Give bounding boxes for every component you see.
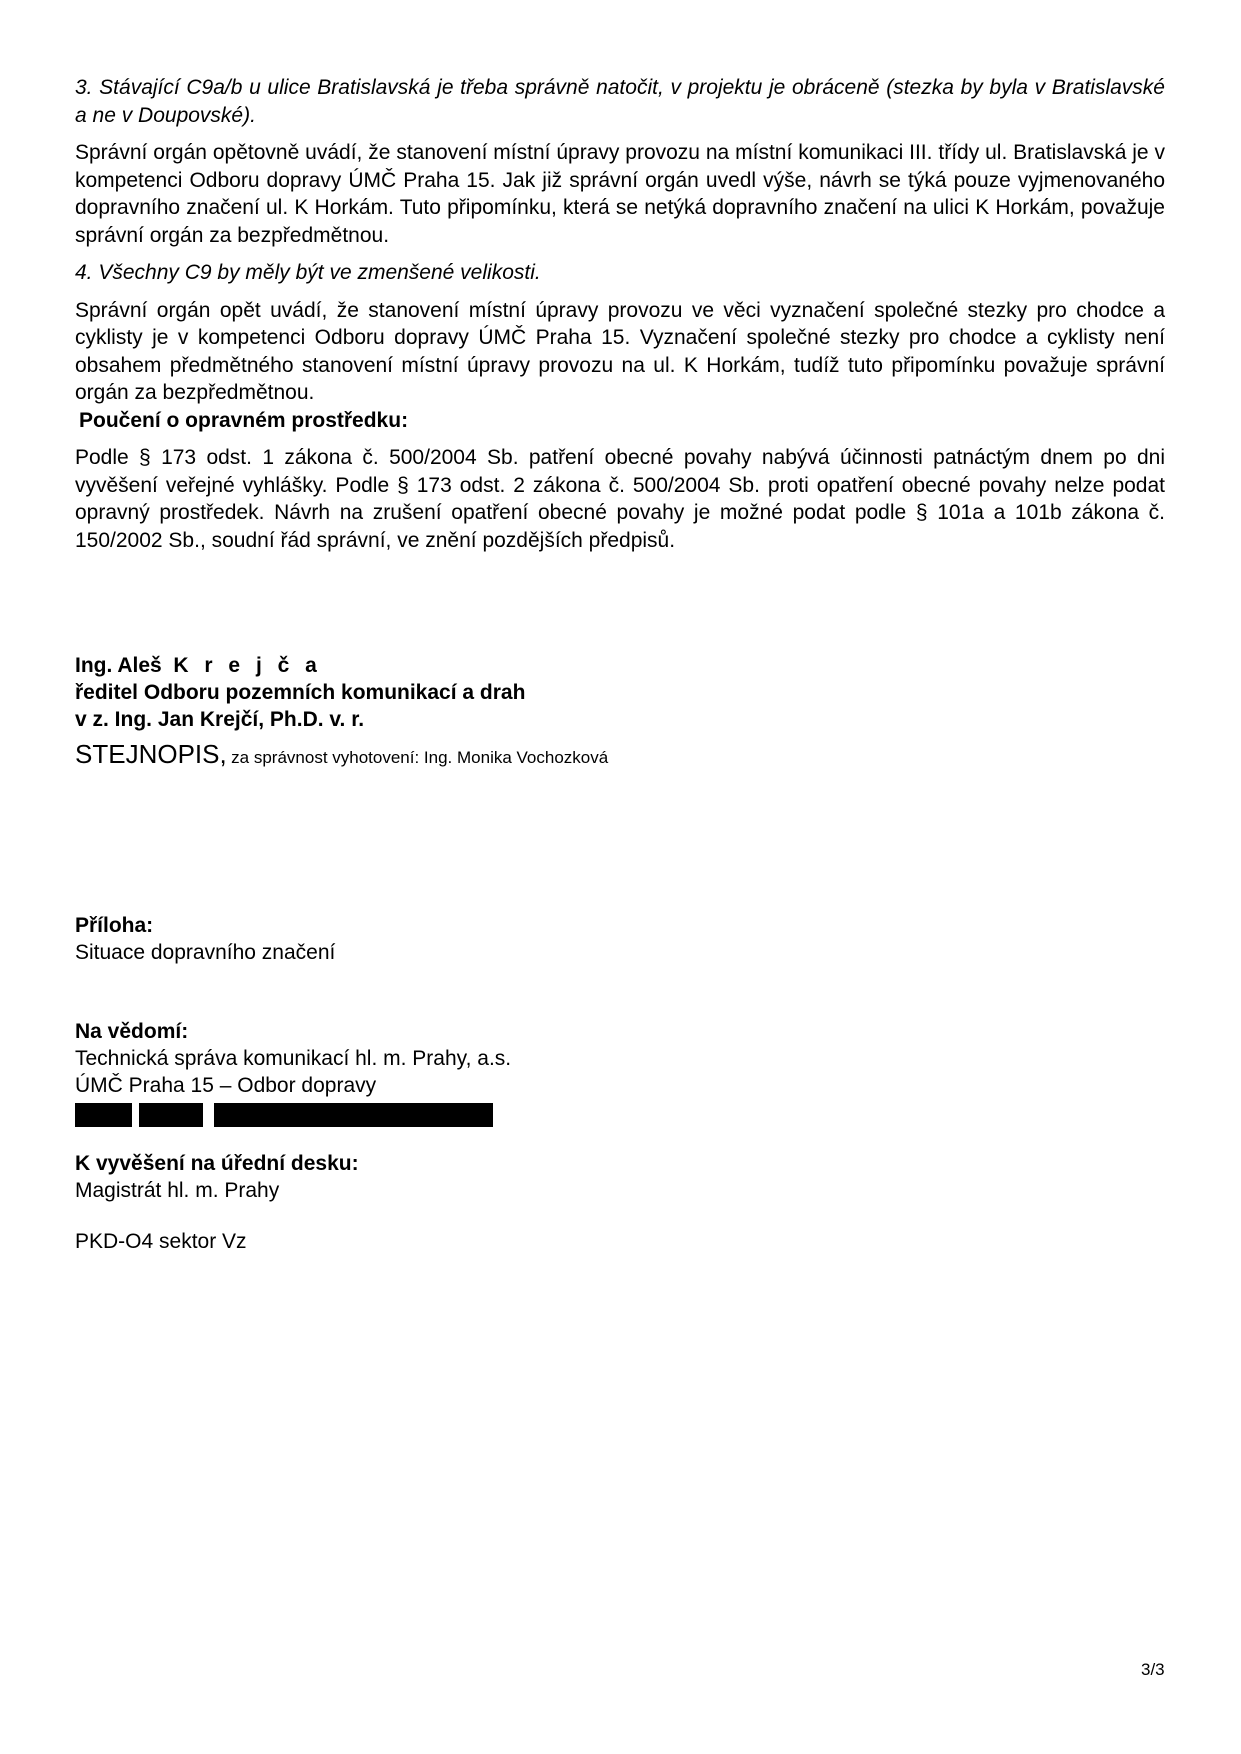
document-body <box>75 74 1165 554</box>
posting-section <box>75 1150 975 1204</box>
point4-heading: 4. Všechny C9 by měly být ve zmenšené velikosti. <box>75 261 541 284</box>
signatory-position: ředitel Odboru pozemních komunikací a drah <box>75 681 526 704</box>
signatory-substitute: v z. Ing. Jan Krejčí, Ph.D. v. r. <box>75 708 365 731</box>
point4-response: Správní orgán opět uvádí, že stanovení místní úpravy provozu ve věci vyznačení společné stezky pro chodce a cyklisty je v kompetenci Odboru dopravy ÚMČ Praha 15. Vyznačení společné stezky pro chodce a cyklisty není obsahem předmětného stanovení místní úpravy provozu na ul. K Horkám, tudíž tuto připomínku považuje správní orgán za bezpředmětnou. <box>75 298 1165 404</box>
copy-label: STEJNOPIS, <box>75 739 227 769</box>
remedy-text: Podle § 173 odst. 1 zákona č. 500/2004 Sb. patření obecné povahy nabývá účinnosti patnáctým dnem po dni vyvěšení veřejné vyhlášky. Podle § 173 odst. 2 zákona č. 500/2004 Sb. proti opatření obecné povahy nelze podat opravný prostředek. Návrh na zrušení opatření obecné povahy je možné podat podle § 101a a 101b zákona č. 150/2002 Sb., soudní řád správní, ve znění pozdějších předpisů. <box>75 446 1165 552</box>
redaction-bar <box>214 1103 493 1127</box>
point3-response: Správní orgán opětovně uvádí, že stanovení místní úpravy provozu na místní komunikaci III. třídy ul. Bratislavská je v kompetenci Odboru dopravy ÚMČ Praha 15. Jak již správní orgán uvedl výše, návrh se týká pouze vyjmenovaného dopravního značení ul. K Horkám. Tuto připomínku, která se netýká dopravního značení na ulici K Horkám, považuje správní orgán za bezpředmětnou. <box>75 141 1165 247</box>
signatory-name-prefix: Ing. Aleš <box>75 654 162 677</box>
copy-certification <box>75 739 975 770</box>
page-number: 3/3 <box>1141 1660 1165 1679</box>
attachment-item: Situace dopravního značení <box>75 941 336 964</box>
notice-title: Na vědomí: <box>75 1020 189 1043</box>
copy-note: za správnost vyhotovení: Ing. Monika Vochozková <box>231 748 609 767</box>
notice-item: Technická správa komunikací hl. m. Prahy, a.s. <box>75 1047 512 1070</box>
attachment-title: Příloha: <box>75 914 154 937</box>
posting-item: Magistrát hl. m. Prahy <box>75 1179 280 1202</box>
signatory-surname: K r e j č a <box>173 654 322 677</box>
signature-block <box>75 652 975 786</box>
signatory-name <box>75 652 975 679</box>
notice-item: ÚMČ Praha 15 – Odbor dopravy <box>75 1074 377 1097</box>
point3-heading: 3. Stávající C9a/b u ulice Bratislavská je třeba správně natočit, v projektu je obráceně (stezka by byla v Bratislavské a ne v Doupovské). <box>75 76 1165 127</box>
posting-title: K vyvěšení na úřední desku: <box>75 1152 359 1175</box>
sector-label: PKD-O4 sektor Vz <box>75 1230 247 1253</box>
redaction-bar <box>139 1103 203 1127</box>
sector-section <box>75 1228 975 1255</box>
notice-section <box>75 1018 975 1127</box>
redacted-recipient <box>75 1103 975 1127</box>
remedy-heading: Poučení o opravném prostředku: <box>79 408 409 432</box>
attachment-section <box>75 912 975 966</box>
redaction-bar <box>75 1103 132 1127</box>
